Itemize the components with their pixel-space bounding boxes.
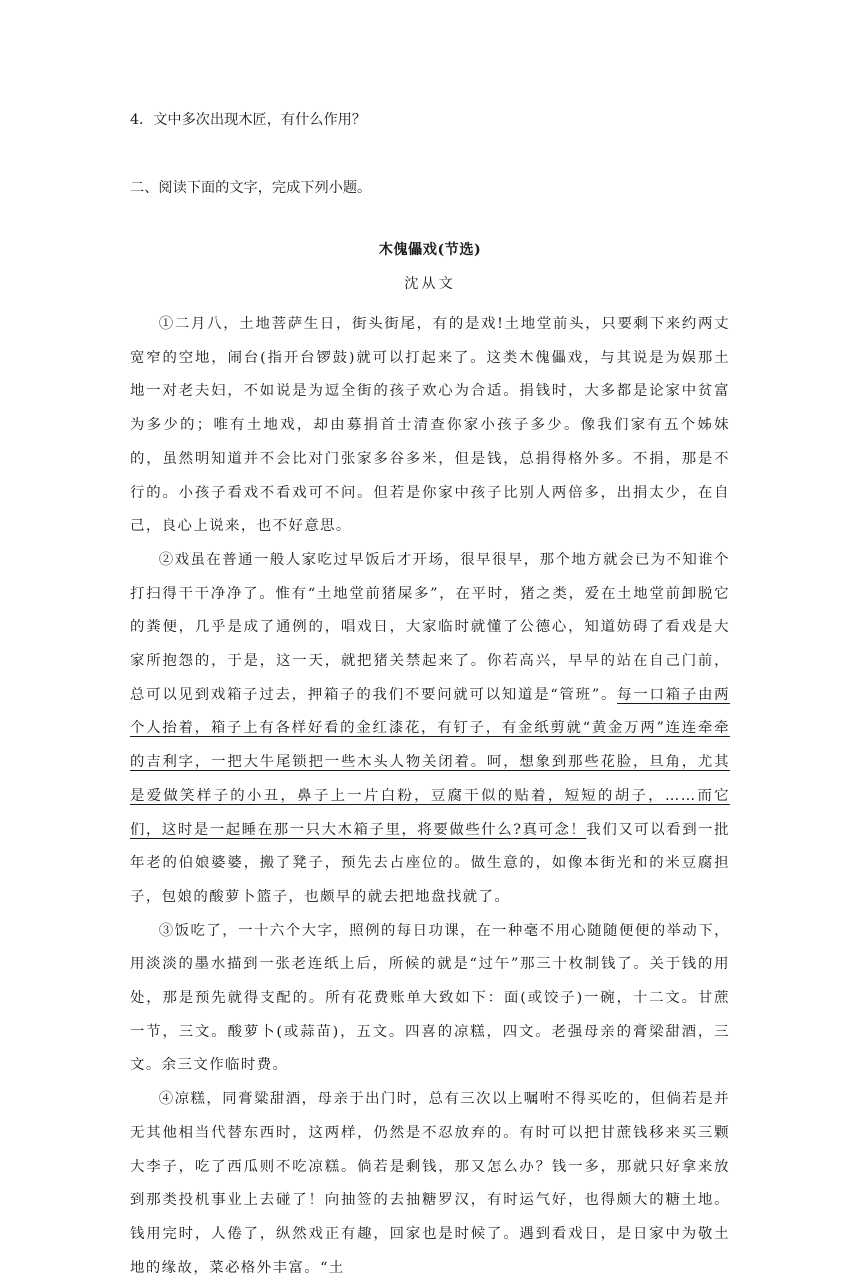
paragraph-2-text-after: 我们又可以看到一批年老的伯娘婆婆，搬了凳子，预先去占座位的。做生意的，如像本街光和的米豆腐担子，包娘的酸萝卜篮子，也颇早的就去把地盘找就了。	[130, 821, 730, 905]
paragraph-1	[130, 308, 730, 544]
paragraph-4-text: ④凉糕，同膏粱甜酒，母亲于出门时，总有三次以上嘱咐不得买吃的，但倘若是并无其他相当代替东西时，这两样，仍然是不忍放弃的。有时可以把甘蔗钱移来买三颗大李子，吃了西瓜则不吃凉糕。倘若是剩钱，那又怎么办？钱一多，那就只好拿来放到那类投机事业上去碰了！向抽签的去抽糖罗汉，有时运气好，也得颇大的糖土地。钱用完时，人倦了，纵然戏正有趣，回家也是时候了。遇到看戏日，是日家中为敬土地的缘故，菜必格外丰富。“土	[130, 1091, 730, 1276]
paragraph-2-underlined: 每一口箱子由两个人抬着，箱子上有各样好看的金红漆花，有钉子，有金纸剪就“黄金万两”连连牵牵的吉利字，一把大牛尾锁把一些木头人物关闭着。呵，想象到那些花脸，旦角，尤其是爱做笑样子的小丑，鼻子上一片白粉，豆腐干似的贴着，短短的胡子，……而它们，这时是一起睡在那一只大木箱子里，将要做些什么?真可念！	[130, 686, 730, 838]
paragraph-3	[130, 915, 730, 1084]
paragraph-4	[130, 1083, 730, 1285]
article-title: 木傀儡戏(节选)	[378, 242, 482, 258]
paragraph-1-text: ①二月八，土地菩萨生日，街头街尾，有的是戏!土地堂前头，只要剩下来约两丈宽窄的空地，闹台(指开台锣鼓)就可以打起来了。这类木傀儡戏，与其说是为娱那土地一对老夫妇，不如说是为逗全街的孩子欢心为合适。捐钱时，大多都是论家中贫富为多少的；唯有土地戏，却由募捐首士清查你家小孩子多少。像我们家有五个姊妹的，虽然明知道并不会比对门张家多谷多米，但是钱，总捐得格外多。不捐，那是不行的。小孩子看戏不看戏可不问。但若是你家中孩子比别人两倍多，出捐太少，在自己，良心上说来，也不好意思。	[130, 316, 730, 535]
article-author: 沈从文	[404, 276, 456, 292]
question-4: 4．文中多次出现木匠，有什么作用？	[130, 112, 367, 128]
section-heading: 二、阅读下面的文字，完成下列小题。	[130, 180, 372, 196]
paragraph-2	[130, 544, 730, 915]
paragraph-2-text: ②戏虽在普通一般人家吃过早饭后才开场，很早很早，那个地方就会已为不知谁个打扫得干干净净了。惟有“土地堂前猪屎多”，在平时，猪之类，爱在土地堂前卸脱它的粪便，几乎是成了通例的，唱戏日，大家临时就懂了公德心，知道妨碍了看戏是大家所抱怨的，于是，这一天，就把猪关禁起来了。你若高兴，早早的站在自己门前，总可以见到戏箱子过去，押箱子的我们不要问就可以知道是“管班”。	[130, 551, 730, 703]
article-body	[130, 308, 730, 1285]
paragraph-3-text: ③饭吃了，一十六个大字，照例的每日功课，在一种毫不用心随随便便的举动下，用淡淡的墨水描到一张老连纸上后，所候的就是“过午”那三十枚制钱了。关于钱的用处，那是预先就得支配的。所有花费账单大致如下：面(或饺子)一碗，十二文。甘蔗一节，三文。酸萝卜(或蒜苗)，五文。四喜的凉糕，四文。老强母亲的膏梁甜酒，三文。余三文作临时费。	[130, 922, 730, 1074]
